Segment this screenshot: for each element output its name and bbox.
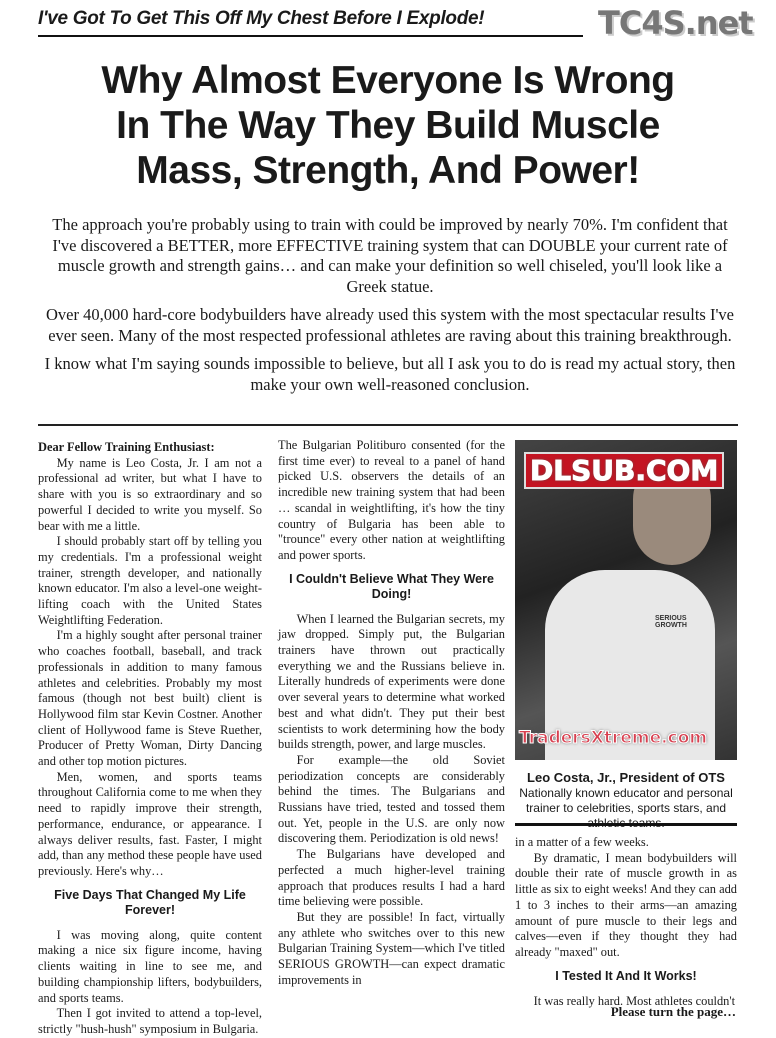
salutation: Dear Fellow Training Enthusiast: (38, 440, 215, 454)
headline-line: Mass, Strength, And Power! (136, 149, 640, 192)
watermark-logo: DLSUB.COM (524, 452, 724, 489)
watermark-logo: TC4S.net (598, 4, 753, 42)
column-2 (278, 438, 505, 989)
paragraph: But they are possible! In fact, virtually any athlete who switches over to this new Bulgarian Training System—which I've titled SERIOUS GROWTH—can expect dramatic improvements in (278, 909, 505, 987)
main-headline (20, 58, 756, 193)
section-heading: I Tested It And It Works! (555, 968, 697, 983)
headline-line: Why Almost Everyone Is Wrong (101, 59, 675, 102)
paragraph: Men, women, and sports teams throughout California come to me when they need to rapidly improve their strength, performance, endurance, or appearance. I always deliver results, fast. Faster, I might add, than any method these people have used previously. Here's why… (38, 769, 262, 878)
section-heading: I Couldn't Believe What They Were Doing! (289, 571, 494, 601)
paragraph: When I learned the Bulgarian secrets, my jaw dropped. Simply put, the Bulgarian trainers have thrown out practically everything we and the Russians believe in. Literally hundreds of experiments were done over several years to determine what worked best and what didn't. They put their best scientists to work determining how the body builds strength, power, and large muscles. (278, 611, 505, 752)
paragraph: My name is Leo Costa, Jr. I am not a professional ad writer, but what I have to share with you is so extraordinary and so powerful I decided to write you myself. So bear with me a little. (38, 455, 262, 533)
paragraph: I should probably start off by telling you my credentials. I'm a professional weight trainer, strength developer, and nationally known educator. I'm also a level-one weight-lifting coach with the United States Weightlifting Federation. (38, 534, 262, 627)
paragraph: It was really hard. Most athletes couldn't (533, 993, 736, 1008)
kicker-headline: I've Got To Get This Off My Chest Before I Explode! (38, 8, 583, 37)
column-3 (515, 835, 737, 1009)
paragraph: I was moving along, quite content making a nice six figure income, having clients waiting in line to see me, and building championship lifters, bodybuilders, and sports teams. (38, 927, 262, 1005)
caption-name: Leo Costa, Jr., President of OTS (527, 770, 725, 785)
section-heading: Five Days That Changed My Life Forever! (54, 887, 246, 917)
paragraph: in a matter of a few weeks. (515, 835, 649, 849)
paragraph: By dramatic, I mean bodybuilders will double their rate of muscle growth in as little as six to eight weeks! And they can add 1 to 3 inches to their arms—an amazing amount of pure muscle to their legs and calves—even if they thought they had already "maxed" out. (515, 850, 737, 959)
paragraph: The Bulgarians have developed and perfected a much higher-level training approach that produces results I had a hard time believing were possible. (278, 847, 505, 909)
intro-text (40, 215, 740, 403)
headline-line: In The Way They Build Muscle (116, 104, 660, 147)
divider (515, 823, 737, 826)
paragraph: I'm a highly sought after personal trainer who coaches football, baseball, and track professionals in addition to many famous athletes and celebrities. Probably my most famous (though not best built) client is Hollywood film star Kevin Costner. Another client of Hollywood fame is Steve Ruether, Producer of Pretty Woman, Dirty Dancing and other top motion pictures. (38, 628, 262, 769)
divider (38, 424, 738, 426)
paragraph: For example—the old Soviet periodization concepts are considerably behind the times. The Bulgarians and Russians have tried, tested and tossed them out. Yet, people in the U.S. are only now discovering them. Periodization is old news! (278, 752, 505, 846)
shirt-logo: SERIOUS GROWTH (655, 615, 687, 629)
intro-paragraph: I know what I'm saying sounds impossible to believe, but all I ask you to do is read my actual story, then make your own well-reasoned conclusion. (44, 354, 736, 394)
paragraph: Then I got invited to attend a top-level, strictly "hush-hush" symposium in Bulgaria. (38, 1006, 262, 1036)
continue-note: Please turn the page… (610, 1004, 736, 1019)
column-1 (38, 440, 262, 1038)
watermark-logo: TradersXtreme.com (519, 728, 708, 748)
caption-description: Nationally known educator and personal trainer to celebrities, sports stars, and athletic teams. (519, 786, 733, 830)
intro-paragraph: The approach you're probably using to train with could be improved by nearly 70%. I'm confident that I've discovered a BETTER, more EFFECTIVE training system that can DOUBLE your current rate of muscle growth and strength gains… and can make your definition so well chiseled, you'll look like a Greek statue. (52, 215, 728, 296)
photo-caption (515, 770, 737, 831)
intro-paragraph: Over 40,000 hard-core bodybuilders have already used this system with the most spectacular results I've ever seen. Many of the most respected professional athletes are raving about this training breakthrough. (46, 305, 734, 345)
paragraph: The Bulgarian Politiburo consented (for the first time ever) to reveal to a panel of hand picked U.S. observers the details of an incredible new training system that had been … scandal in weightlifting, it's how the tiny country of Bulgaria has been able to "trounce" every other nation at weightlifting and power sports. (278, 438, 505, 562)
